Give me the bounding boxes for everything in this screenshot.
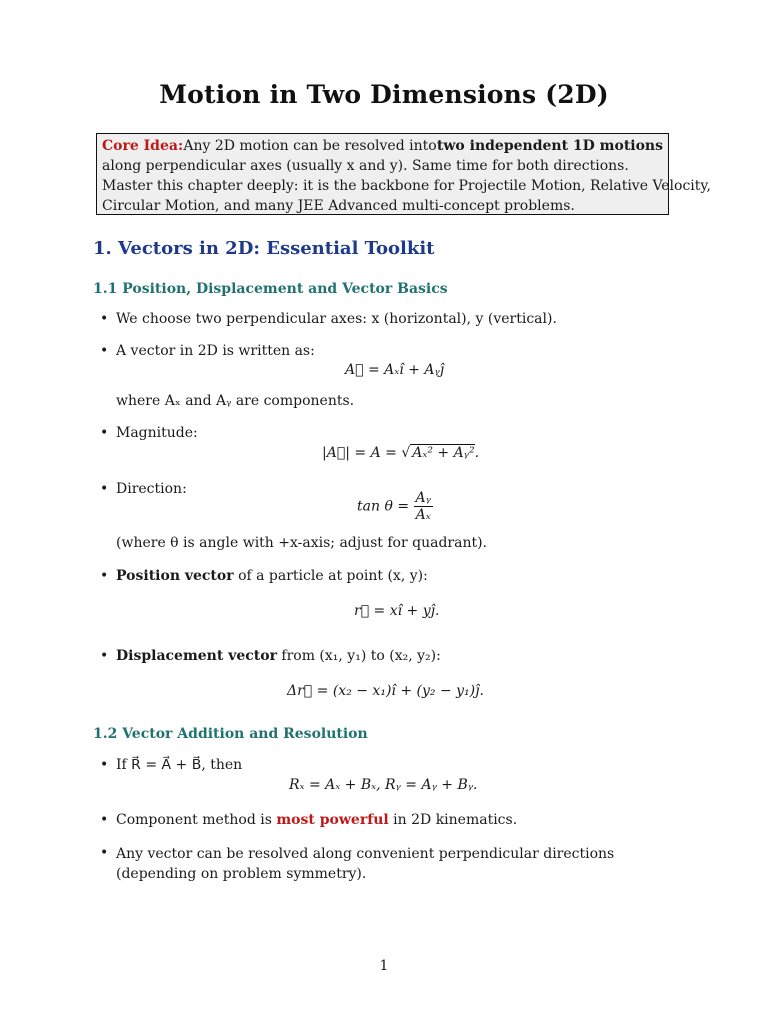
- component-method-pre: Component method is: [116, 812, 277, 828]
- bullet-displacement-vector: [100, 648, 441, 664]
- bullet-resultant-text: If R⃗ = A⃗ + B⃗, then: [116, 757, 243, 773]
- bullet-axes-text: We choose two perpendicular axes: x (horizontal), y (vertical).: [116, 311, 557, 327]
- bullet-axes: [100, 311, 557, 327]
- fraction-denominator: Aₓ: [415, 507, 431, 523]
- position-vector-term: Position vector: [116, 568, 234, 584]
- core-line-3: Master this chapter deeply: it is the backbone for Projectile Motion, Relative Velocity,: [102, 178, 711, 194]
- bullet-marker: •: [100, 648, 109, 664]
- bullet-marker: •: [100, 568, 109, 584]
- bullet-marker: •: [100, 343, 109, 359]
- bullet-resolution: [100, 845, 116, 861]
- bullet-direction-text: Direction:: [116, 481, 187, 497]
- bullet-marker: •: [100, 845, 109, 861]
- direction-note: (where θ is angle with +x-axis; adjust for quadrant).: [116, 535, 487, 551]
- core-line-1-bold: two independent 1D motions: [436, 138, 663, 154]
- equation-magnitude-left: |A⃗| = A =: [322, 445, 402, 461]
- bullet-resultant: [100, 757, 242, 773]
- bullet-magnitude: [100, 425, 198, 441]
- emphasis-most-powerful: most powerful: [276, 812, 389, 828]
- bullet-marker: •: [100, 481, 109, 497]
- equation-direction: [357, 490, 433, 523]
- position-vector-text: of a particle at point (x, y):: [233, 568, 428, 584]
- page-number: 1: [379, 958, 389, 974]
- subsection-1-1-heading: 1.1 Position, Displacement and Vector Basics: [93, 281, 448, 297]
- components-note: where Aₓ and Aᵧ are components.: [116, 393, 355, 409]
- bullet-component-method: [100, 812, 517, 828]
- bullet-vector-form-text: A vector in 2D is written as:: [116, 343, 315, 359]
- sqrt-sign-icon: √: [401, 445, 411, 461]
- bullet-marker: •: [100, 425, 109, 441]
- bullet-magnitude-text: Magnitude:: [116, 425, 198, 441]
- page-title: Motion in Two Dimensions (2D): [159, 80, 609, 109]
- equation-resultant-components: Rₓ = Aₓ + Bₓ, Rᵧ = Aᵧ + Bᵧ.: [289, 777, 478, 793]
- equation-vector-components: A⃗ = Aₓî + Aᵧĵ: [345, 362, 445, 378]
- bullet-direction: [100, 481, 187, 497]
- core-idea-box: [96, 133, 711, 215]
- equation-magnitude-radicand: Aₓ² + Aᵧ²: [412, 445, 475, 461]
- bullet-marker: •: [100, 757, 109, 773]
- equation-magnitude-end: .: [474, 445, 480, 461]
- core-line-4: Circular Motion, and many JEE Advanced multi-concept problems.: [102, 198, 575, 214]
- equation-direction-left: tan θ =: [357, 498, 414, 515]
- bullet-position-vector: [100, 568, 428, 584]
- resolution-text: Any vector can be resolved along convenient perpendicular directions (depending on problem symmetry).: [116, 846, 615, 882]
- subsection-1-2-heading: 1.2 Vector Addition and Resolution: [93, 726, 368, 742]
- displacement-vector-term: Displacement vector: [116, 648, 277, 664]
- core-line-1: [102, 136, 663, 156]
- core-line-2: along perpendicular axes (usually x and y). Same time for both directions.: [102, 158, 629, 174]
- core-idea-label: Core Idea:: [102, 138, 184, 154]
- section-1-heading: 1. Vectors in 2D: Essential Toolkit: [93, 238, 435, 259]
- core-line-1-text: Any 2D motion can be resolved into: [183, 138, 437, 154]
- direction-fraction: [414, 490, 433, 523]
- bullet-vector-form: [100, 343, 315, 359]
- bullet-marker: •: [100, 812, 109, 828]
- equation-displacement: Δr⃗ = (x₂ − x₁)î + (y₂ − y₁)ĵ.: [287, 683, 484, 699]
- component-method-post: in 2D kinematics.: [388, 812, 518, 828]
- fraction-numerator: Aᵧ: [415, 490, 431, 506]
- equation-magnitude: [322, 445, 479, 461]
- equation-position-vector: r⃗ = xî + yĵ.: [354, 603, 440, 619]
- displacement-vector-text: from (x₁, y₁) to (x₂, y₂):: [276, 648, 441, 664]
- bullet-marker: •: [100, 311, 109, 327]
